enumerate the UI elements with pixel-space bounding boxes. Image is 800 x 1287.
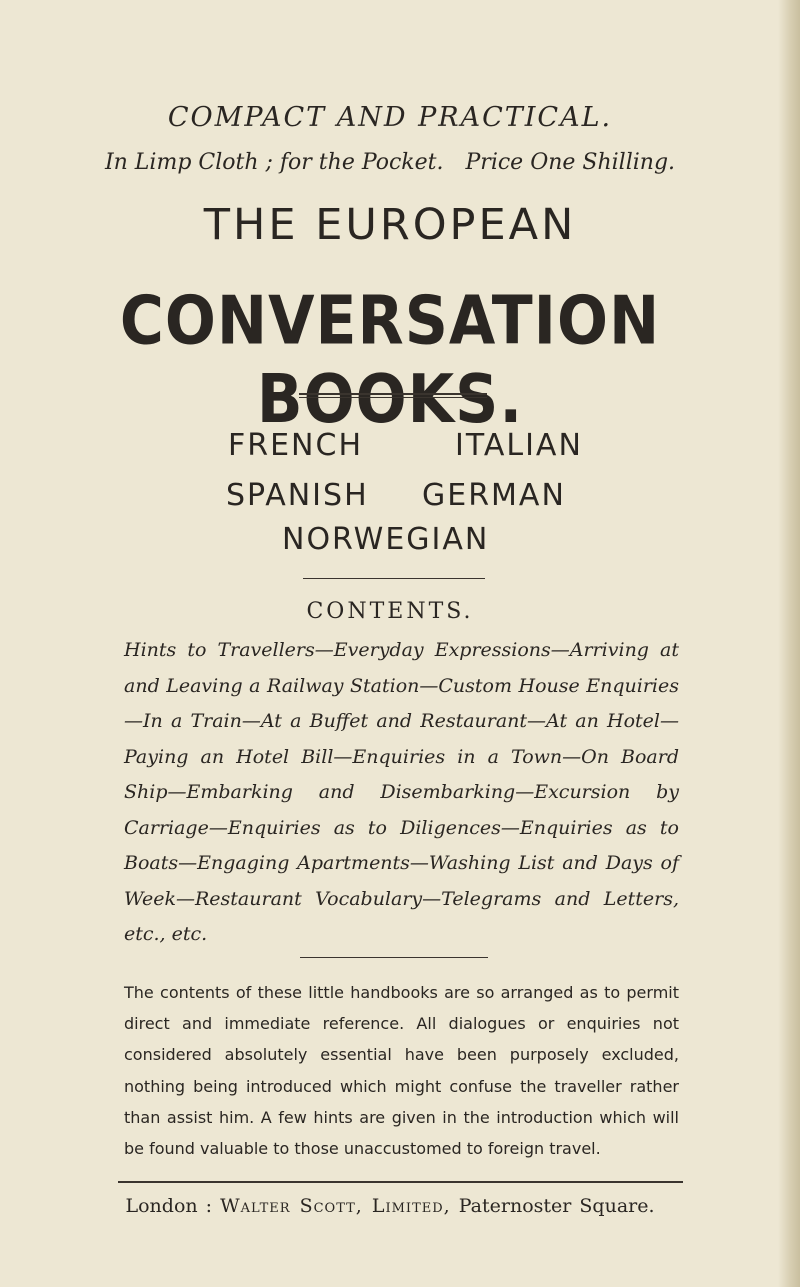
- language-norwegian: NORWEGIAN: [282, 522, 490, 557]
- binding-text: In Limp Cloth ; for the Pocket.: [104, 150, 444, 175]
- contents-divider: [300, 957, 488, 958]
- binding-and-price: [0, 150, 780, 175]
- publisher-imprint: [0, 1195, 780, 1217]
- price-text: Price One Shilling.: [465, 150, 676, 175]
- language-french: FRENCH: [228, 428, 364, 463]
- contents-list: Hints to Travellers—Everyday Expressions—Arriving at and Leaving a Railway Station—Custom House Enquiries—In a Train—At a Buffet and Restaurant—At an Hotel—Paying an Hotel Bill—Enquiries in a Town—On Board Ship—Embarking and Disembarking—Excursion by Carriage—Enquiries as to Diligences—Enquiries as to Boats—Engaging Apartments—Washing List and Days of Week—Restaurant Vocabulary—Telegrams and Letters, etc., etc.: [124, 639, 679, 945]
- imprint-city: London :: [125, 1195, 213, 1217]
- page-edge-shadow: [778, 0, 800, 1287]
- language-spanish: SPANISH: [226, 478, 369, 513]
- imprint-address: Paternoster Square.: [458, 1195, 655, 1217]
- languages-divider: [303, 578, 485, 579]
- title-line-1: THE EUROPEAN: [203, 200, 577, 250]
- description-paragraph: The contents of these little handbooks are so arranged as to permit direct and immediate reference. All dialogues or enquiries not considered absolutely essential have been purposely excluded, nothing being introduced which might confuse the traveller rather than assist him. A few hints are given in the introduction which will be found valuable to those unaccustomed to foreign travel.: [124, 983, 679, 1159]
- title-line-2: CONVERSATION BOOKS.: [119, 282, 661, 439]
- tagline: COMPACT AND PRACTICAL.: [167, 102, 613, 133]
- language-italian: ITALIAN: [455, 428, 583, 463]
- footer-divider: [118, 1181, 683, 1183]
- language-german: GERMAN: [422, 478, 566, 513]
- imprint-publisher: Walter Scott, Limited,: [220, 1195, 451, 1217]
- title-divider: [299, 393, 487, 398]
- contents-heading: CONTENTS.: [306, 599, 474, 624]
